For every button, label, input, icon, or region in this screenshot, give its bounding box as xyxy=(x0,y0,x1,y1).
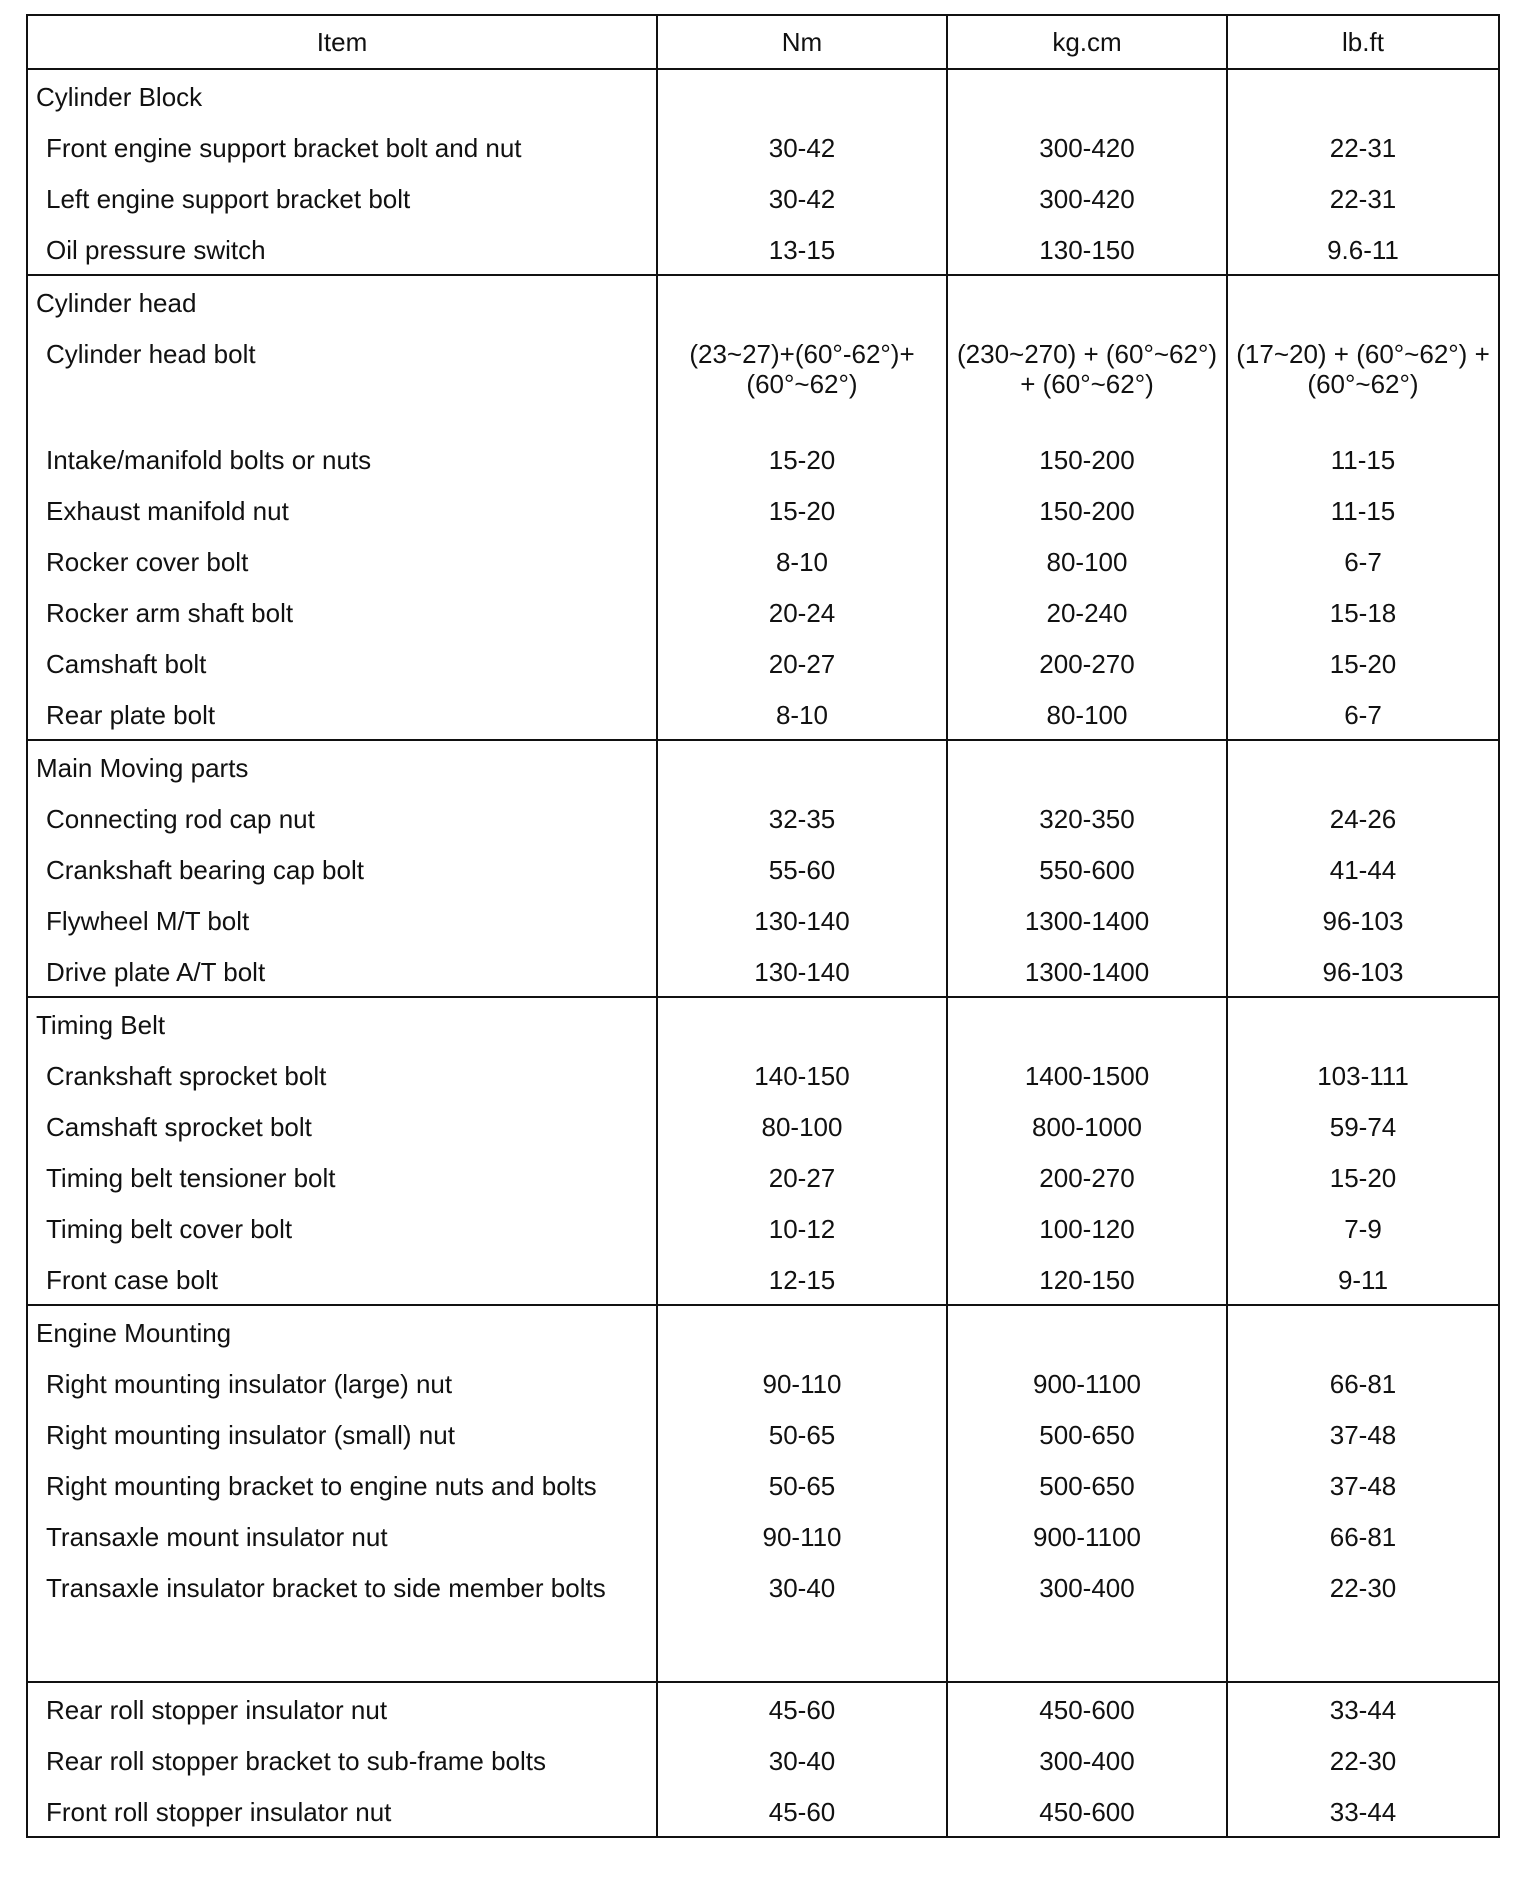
value-kgcm: 900-1100 xyxy=(947,1510,1227,1561)
empty-cell xyxy=(1227,740,1499,792)
value-lbft: 41-44 xyxy=(1227,843,1499,894)
item-name: Transaxle mount insulator nut xyxy=(27,1510,657,1561)
item-name: Rear roll stopper insulator nut xyxy=(27,1682,657,1734)
value-kgcm: 200-270 xyxy=(947,1151,1227,1202)
value-nm: 45-60 xyxy=(657,1785,947,1837)
value-lbft: 6-7 xyxy=(1227,535,1499,586)
group-title-row xyxy=(27,1305,1499,1357)
value-kgcm: 200-270 xyxy=(947,637,1227,688)
header-item: Item xyxy=(27,15,657,69)
item-name: Transaxle insulator bracket to side member bolts xyxy=(27,1561,657,1682)
item-name: Rear roll stopper bracket to sub-frame bolts xyxy=(27,1734,657,1785)
table-row xyxy=(27,1151,1499,1202)
table-row xyxy=(27,1357,1499,1408)
table-group xyxy=(27,275,1499,740)
value-kgcm: 1300-1400 xyxy=(947,894,1227,945)
value-lbft: 103-111 xyxy=(1227,1049,1499,1100)
group-title-row xyxy=(27,997,1499,1049)
value-nm: 13-15 xyxy=(657,223,947,275)
table-row xyxy=(27,223,1499,275)
item-name: Crankshaft sprocket bolt xyxy=(27,1049,657,1100)
value-nm: 20-24 xyxy=(657,586,947,637)
value-kgcm: 100-120 xyxy=(947,1202,1227,1253)
value-kgcm: 300-420 xyxy=(947,172,1227,223)
item-name: Camshaft sprocket bolt xyxy=(27,1100,657,1151)
value-nm: 12-15 xyxy=(657,1253,947,1305)
value-nm: 30-42 xyxy=(657,172,947,223)
table-group xyxy=(27,69,1499,275)
table-row xyxy=(27,1408,1499,1459)
table-row xyxy=(27,1253,1499,1305)
value-lbft: 22-30 xyxy=(1227,1561,1499,1682)
item-name: Drive plate A/T bolt xyxy=(27,945,657,997)
value-nm: 50-65 xyxy=(657,1408,947,1459)
value-nm: 20-27 xyxy=(657,1151,947,1202)
value-kgcm: (230~270) + (60°~62°) + (60°~62°) xyxy=(947,327,1227,433)
value-kgcm: 500-650 xyxy=(947,1408,1227,1459)
value-nm: 32-35 xyxy=(657,792,947,843)
value-kgcm: 550-600 xyxy=(947,843,1227,894)
value-kgcm: 450-600 xyxy=(947,1682,1227,1734)
value-kgcm: 80-100 xyxy=(947,535,1227,586)
empty-cell xyxy=(947,275,1227,327)
item-name: Timing belt cover bolt xyxy=(27,1202,657,1253)
item-name: Camshaft bolt xyxy=(27,637,657,688)
value-nm: 8-10 xyxy=(657,688,947,740)
value-nm: 140-150 xyxy=(657,1049,947,1100)
table-row xyxy=(27,121,1499,172)
value-nm: 130-140 xyxy=(657,945,947,997)
value-kgcm: 300-400 xyxy=(947,1561,1227,1682)
value-kgcm: 320-350 xyxy=(947,792,1227,843)
table-row xyxy=(27,792,1499,843)
value-lbft: 15-20 xyxy=(1227,637,1499,688)
value-lbft: 66-81 xyxy=(1227,1357,1499,1408)
group-title: Main Moving parts xyxy=(27,740,657,792)
item-name: Left engine support bracket bolt xyxy=(27,172,657,223)
empty-cell xyxy=(657,1305,947,1357)
item-name: Oil pressure switch xyxy=(27,223,657,275)
item-name: Front engine support bracket bolt and nut xyxy=(27,121,657,172)
item-name: Right mounting bracket to engine nuts and bolts xyxy=(27,1459,657,1510)
value-kgcm: 300-420 xyxy=(947,121,1227,172)
table-row xyxy=(27,1459,1499,1510)
empty-cell xyxy=(657,69,947,121)
table-row xyxy=(27,1100,1499,1151)
empty-cell xyxy=(657,275,947,327)
value-nm: 45-60 xyxy=(657,1682,947,1734)
table-row xyxy=(27,535,1499,586)
table-group xyxy=(27,740,1499,997)
table-group xyxy=(27,1305,1499,1682)
value-lbft: 96-103 xyxy=(1227,894,1499,945)
header-lbft: lb.ft xyxy=(1227,15,1499,69)
value-lbft: 66-81 xyxy=(1227,1510,1499,1561)
header-row xyxy=(27,15,1499,69)
empty-cell xyxy=(947,997,1227,1049)
item-name: Front roll stopper insulator nut xyxy=(27,1785,657,1837)
item-name: Crankshaft bearing cap bolt xyxy=(27,843,657,894)
value-lbft: 9-11 xyxy=(1227,1253,1499,1305)
value-kgcm: 120-150 xyxy=(947,1253,1227,1305)
value-nm: 8-10 xyxy=(657,535,947,586)
table-row xyxy=(27,1049,1499,1100)
value-lbft: 24-26 xyxy=(1227,792,1499,843)
value-kgcm: 800-1000 xyxy=(947,1100,1227,1151)
table-row xyxy=(27,843,1499,894)
group-title-row xyxy=(27,740,1499,792)
empty-cell xyxy=(657,740,947,792)
value-nm: 15-20 xyxy=(657,433,947,484)
value-kgcm: 150-200 xyxy=(947,484,1227,535)
empty-cell xyxy=(947,740,1227,792)
table-row xyxy=(27,1510,1499,1561)
value-lbft: 59-74 xyxy=(1227,1100,1499,1151)
value-lbft: 11-15 xyxy=(1227,433,1499,484)
value-lbft: 33-44 xyxy=(1227,1682,1499,1734)
item-name: Right mounting insulator (small) nut xyxy=(27,1408,657,1459)
header-kgcm: kg.cm xyxy=(947,15,1227,69)
table-row xyxy=(27,945,1499,997)
value-lbft: 37-48 xyxy=(1227,1408,1499,1459)
value-lbft: 96-103 xyxy=(1227,945,1499,997)
item-name: Flywheel M/T bolt xyxy=(27,894,657,945)
value-nm: 55-60 xyxy=(657,843,947,894)
value-kgcm: 20-240 xyxy=(947,586,1227,637)
value-lbft: 15-18 xyxy=(1227,586,1499,637)
value-nm: 80-100 xyxy=(657,1100,947,1151)
table-row xyxy=(27,1202,1499,1253)
table-group xyxy=(27,997,1499,1305)
value-kgcm: 300-400 xyxy=(947,1734,1227,1785)
value-nm: 130-140 xyxy=(657,894,947,945)
table-row xyxy=(27,688,1499,740)
table-row xyxy=(27,327,1499,433)
value-nm: 30-40 xyxy=(657,1561,947,1682)
value-kgcm: 80-100 xyxy=(947,688,1227,740)
value-kgcm: 130-150 xyxy=(947,223,1227,275)
item-name: Rocker arm shaft bolt xyxy=(27,586,657,637)
value-nm: (23~27)+(60°-62°)+(60°~62°) xyxy=(657,327,947,433)
value-lbft: 33-44 xyxy=(1227,1785,1499,1837)
item-name: Exhaust manifold nut xyxy=(27,484,657,535)
value-kgcm: 500-650 xyxy=(947,1459,1227,1510)
value-kgcm: 900-1100 xyxy=(947,1357,1227,1408)
value-nm: 10-12 xyxy=(657,1202,947,1253)
empty-cell xyxy=(947,69,1227,121)
group-title-row xyxy=(27,69,1499,121)
item-name: Rocker cover bolt xyxy=(27,535,657,586)
empty-cell xyxy=(1227,997,1499,1049)
table-row xyxy=(27,1734,1499,1785)
table-row xyxy=(27,637,1499,688)
table-row xyxy=(27,1561,1499,1682)
group-title: Cylinder head xyxy=(27,275,657,327)
value-lbft: (17~20) + (60°~62°) + (60°~62°) xyxy=(1227,327,1499,433)
value-lbft: 22-31 xyxy=(1227,172,1499,223)
group-title: Engine Mounting xyxy=(27,1305,657,1357)
item-name: Intake/manifold bolts or nuts xyxy=(27,433,657,484)
group-title: Timing Belt xyxy=(27,997,657,1049)
value-kgcm: 150-200 xyxy=(947,433,1227,484)
value-lbft: 6-7 xyxy=(1227,688,1499,740)
empty-cell xyxy=(1227,69,1499,121)
value-nm: 90-110 xyxy=(657,1357,947,1408)
value-lbft: 22-31 xyxy=(1227,121,1499,172)
empty-cell xyxy=(657,997,947,1049)
table-row xyxy=(27,433,1499,484)
table-row xyxy=(27,484,1499,535)
header-nm: Nm xyxy=(657,15,947,69)
item-name: Front case bolt xyxy=(27,1253,657,1305)
table-row xyxy=(27,1682,1499,1734)
value-nm: 30-40 xyxy=(657,1734,947,1785)
empty-cell xyxy=(1227,275,1499,327)
value-lbft: 11-15 xyxy=(1227,484,1499,535)
value-kgcm: 1400-1500 xyxy=(947,1049,1227,1100)
table-group xyxy=(27,1682,1499,1837)
table-row xyxy=(27,1785,1499,1837)
value-nm: 15-20 xyxy=(657,484,947,535)
table-row xyxy=(27,894,1499,945)
empty-cell xyxy=(1227,1305,1499,1357)
value-lbft: 9.6-11 xyxy=(1227,223,1499,275)
value-nm: 20-27 xyxy=(657,637,947,688)
value-lbft: 15-20 xyxy=(1227,1151,1499,1202)
value-nm: 90-110 xyxy=(657,1510,947,1561)
value-nm: 30-42 xyxy=(657,121,947,172)
value-lbft: 37-48 xyxy=(1227,1459,1499,1510)
value-kgcm: 1300-1400 xyxy=(947,945,1227,997)
value-nm: 50-65 xyxy=(657,1459,947,1510)
table-row xyxy=(27,172,1499,223)
empty-cell xyxy=(947,1305,1227,1357)
item-name: Rear plate bolt xyxy=(27,688,657,740)
item-name: Timing belt tensioner bolt xyxy=(27,1151,657,1202)
value-lbft: 22-30 xyxy=(1227,1734,1499,1785)
group-title-row xyxy=(27,275,1499,327)
group-title: Cylinder Block xyxy=(27,69,657,121)
torque-spec-table xyxy=(26,14,1500,1838)
item-name: Connecting rod cap nut xyxy=(27,792,657,843)
item-name: Right mounting insulator (large) nut xyxy=(27,1357,657,1408)
item-name: Cylinder head bolt xyxy=(27,327,657,433)
value-lbft: 7-9 xyxy=(1227,1202,1499,1253)
value-kgcm: 450-600 xyxy=(947,1785,1227,1837)
table-header xyxy=(27,15,1499,69)
table-row xyxy=(27,586,1499,637)
